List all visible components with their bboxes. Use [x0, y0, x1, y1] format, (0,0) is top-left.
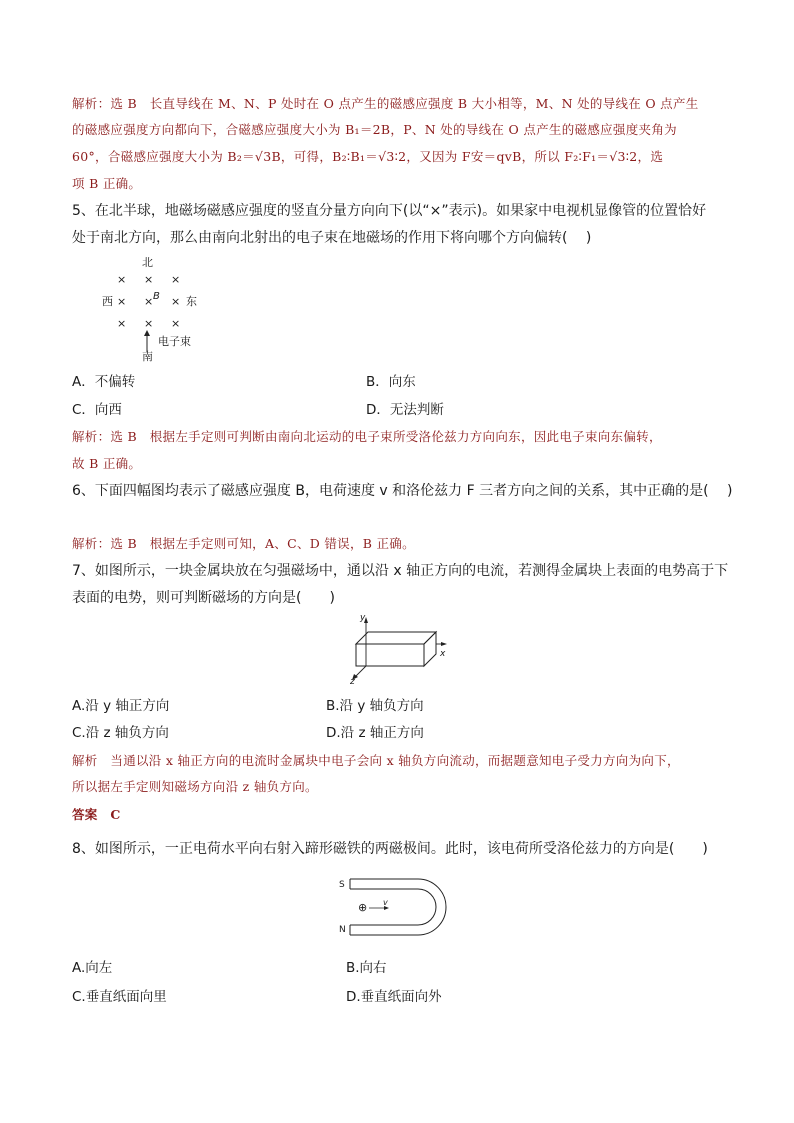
question-8-option-d[interactable]: D.垂直纸面向外: [346, 989, 442, 1005]
explanation-4-line-1: 解析：选 B 长直导线在 M、N、P 处时在 O 点产生的磁感应强度 B 大小相等，M、N 处的导线在 O 点产生: [72, 96, 699, 111]
explanation-7-line-2: 所以据左手定则知磁场方向沿 z 轴负方向。: [72, 779, 318, 794]
field-cross: ×: [144, 317, 154, 330]
question-7-figure: [340, 614, 455, 686]
explanation-4-line-4: 项 B 正确。: [72, 176, 142, 191]
figure-beam-label: 电子束: [158, 335, 191, 348]
question-5-line-2: 处于南北方向，那么由南向北射出的电子束在地磁场的作用下将向哪个方向偏转( ): [72, 230, 592, 246]
question-5-option-b[interactable]: B．向东: [366, 374, 416, 390]
axis-y-label: y: [360, 613, 366, 623]
figure-west-label: 西: [102, 295, 113, 308]
question-7-option-c[interactable]: C.沿 z 轴负方向: [72, 725, 169, 741]
question-7-option-b[interactable]: B.沿 y 轴负方向: [326, 698, 424, 714]
figure-b-label: B: [153, 291, 160, 302]
question-8-option-c[interactable]: C.垂直纸面向里: [72, 989, 167, 1005]
question-7-option-d[interactable]: D.沿 z 轴正方向: [326, 725, 424, 741]
explanation-7-line-1: 解析 当通以沿 x 轴正方向的电流时金属块中电子会向 x 轴负方向流动，而据题意知电子受力方向为向下，: [72, 753, 680, 768]
figure-east-label: 东: [186, 295, 197, 308]
explanation-5-line-2: 故 B 正确。: [72, 456, 142, 471]
explanation-6-line-1: 解析：选 B 根据左手定则可知，A、C、D 错误，B 正确。: [72, 536, 415, 551]
field-cross: ×: [144, 295, 154, 308]
question-5-option-a[interactable]: A．不偏转: [72, 374, 136, 390]
field-cross: ×: [117, 317, 127, 330]
question-8-option-a[interactable]: A.向左: [72, 960, 113, 976]
horseshoe-magnet-diagram: [336, 874, 462, 938]
magnet-s-label: S: [339, 880, 345, 890]
explanation-4-line-3: 60°，合磁感应强度大小为 B₂＝√3B，可得，B₂∶B₁＝√3∶2，又因为 F安＝qvB，所以 F₂∶F₁＝√3∶2，选: [72, 149, 664, 164]
field-cross: ×: [171, 273, 181, 286]
question-7-line-1: 7、如图所示，一块金属块放在匀强磁场中，通以沿 x 轴正方向的电流，若测得金属块上表面的电势高于下: [72, 563, 729, 579]
question-8-figure: [336, 874, 462, 938]
axis-z-label: z: [350, 677, 355, 687]
question-5-option-c[interactable]: C．向西: [72, 402, 122, 418]
magnet-n-label: N: [339, 925, 346, 935]
field-cross: ×: [144, 273, 154, 286]
metal-block-diagram: [340, 614, 455, 686]
question-6-line-1: 6、下面四幅图均表示了磁感应强度 B，电荷速度 v 和洛伦兹力 F 三者方向之间的关系，其中正确的是( ): [72, 483, 733, 499]
question-5-line-1: 5、在北半球，地磁场磁感应强度的竖直分量方向向下(以“×”表示)。如果家中电视机显像管的位置恰好: [72, 203, 707, 219]
figure-south-label: 南: [142, 350, 153, 363]
field-cross: ×: [117, 295, 127, 308]
question-5-figure: [100, 255, 210, 365]
velocity-label: v: [383, 898, 388, 907]
explanation-5-line-1: 解析：选 B 根据左手定则可判断由南向北运动的电子束所受洛伦兹力方向向东，因此电子束向东偏转，: [72, 429, 662, 444]
axis-x-label: x: [440, 649, 446, 659]
figure-north-label: 北: [142, 256, 153, 269]
answer-7: 答案 C: [72, 807, 121, 822]
field-cross: ×: [117, 273, 127, 286]
positive-charge-icon: ⊕: [358, 901, 368, 914]
explanation-4-line-2: 的磁感应强度方向都向下，合磁感应强度大小为 B₁＝2B，P、N 处的导线在 O 点产生的磁感应强度夹角为: [72, 122, 677, 137]
field-cross: ×: [171, 317, 181, 330]
question-8-option-b[interactable]: B.向右: [346, 960, 387, 976]
question-5-option-d[interactable]: D．无法判断: [366, 402, 444, 418]
question-8-line-1: 8、如图所示，一正电荷水平向右射入蹄形磁铁的两磁极间。此时，该电荷所受洛伦兹力的方向是( ): [72, 841, 708, 857]
question-7-line-2: 表面的电势，则可判断磁场的方向是( ): [72, 590, 335, 606]
field-cross: ×: [171, 295, 181, 308]
question-7-option-a[interactable]: A.沿 y 轴正方向: [72, 698, 170, 714]
